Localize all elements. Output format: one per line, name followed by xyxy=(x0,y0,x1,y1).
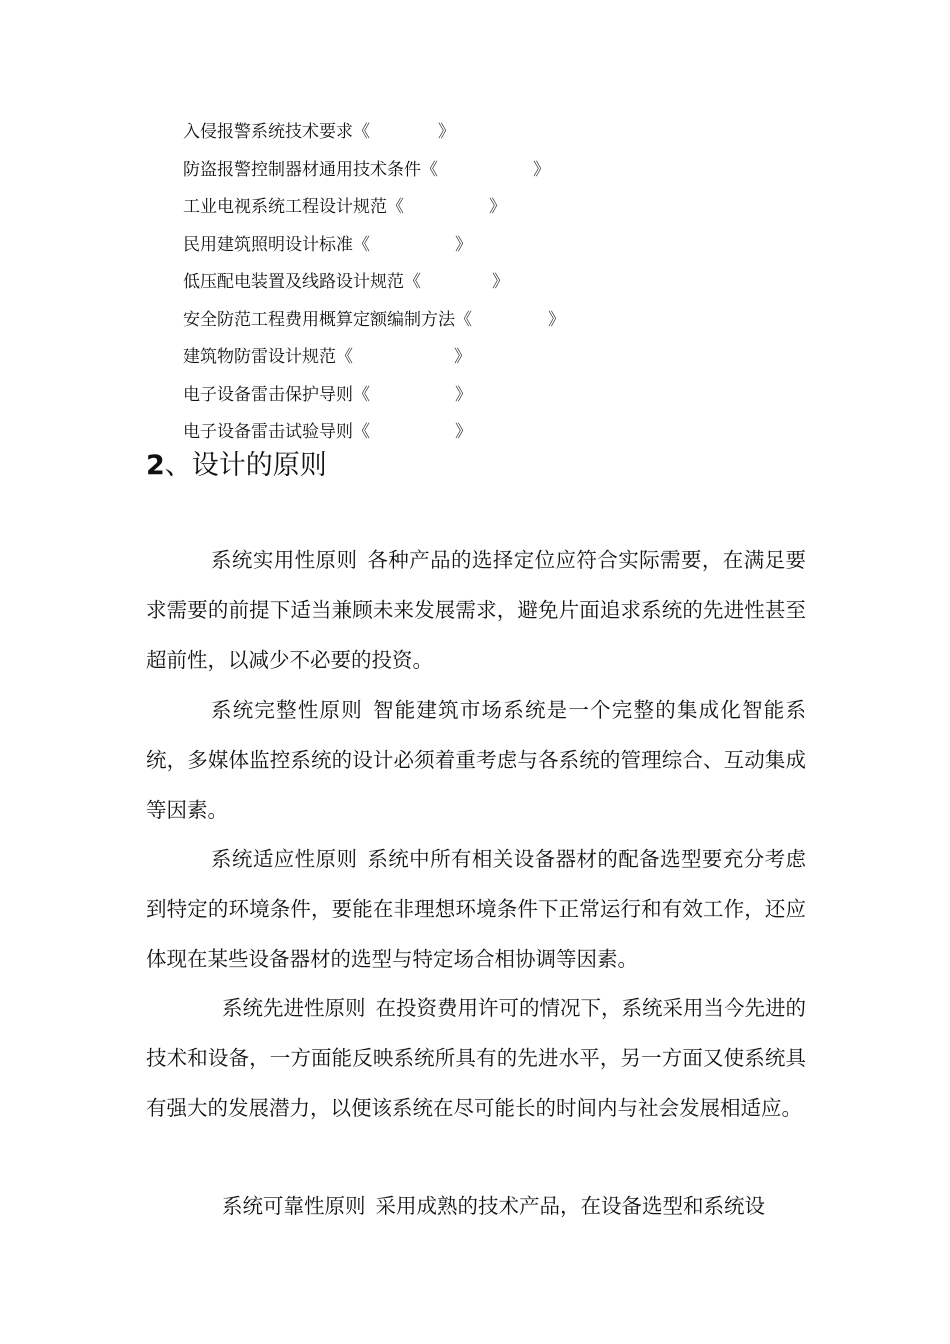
principle-title: 系统适应性原则 xyxy=(211,847,358,871)
principle-paragraph xyxy=(146,535,806,685)
standard-item: 工业电视系统工程设计规范《 》 xyxy=(183,197,506,217)
standard-item: 建筑物防雷设计规范《 》 xyxy=(183,347,471,367)
standard-item: 电子设备雷击保护导则《 》 xyxy=(183,384,472,405)
principle-title: 系统完整性原则 xyxy=(211,698,363,722)
principle-title: 系统可靠性原则 xyxy=(222,1194,366,1218)
section-title: 、设计的原则 xyxy=(164,450,327,481)
principle-text: 智能建筑市场系统是一个完整的集成化智能系统，多媒体监控系统的设计必须着重考虑与各系统的管理综合、互动集成等因素。 xyxy=(146,698,807,822)
standard-item: 低压配电装置及线路设计规范《 》 xyxy=(183,272,509,292)
section-number: 2 xyxy=(146,450,165,481)
principle-text: 采用成熟的技术产品，在设备选型和系统设 xyxy=(375,1194,765,1218)
standard-item: 民用建筑照明设计标准《 》 xyxy=(183,234,472,255)
principle-paragraph xyxy=(146,834,806,984)
principle-paragraph xyxy=(146,1181,806,1231)
principle-text: 在投资费用许可的情况下，系统采用当今先进的技术和设备，一方面能反映系统所具有的先进水平，另一方面又使系统具有强大的发展潜力，以便该系统在尽可能长的时间内与社会发展相适应。 xyxy=(146,996,806,1120)
standards-list xyxy=(183,114,565,452)
standard-item: 电子设备雷击试验导则《 》 xyxy=(183,422,472,442)
principle-paragraph xyxy=(146,983,806,1133)
standard-item: 防盗报警控制器材通用技术条件《 》 xyxy=(183,159,550,180)
standard-item: 入侵报警系统技术要求《 》 xyxy=(183,122,455,142)
principle-paragraph xyxy=(146,685,806,835)
section-heading xyxy=(146,446,327,486)
principle-title: 系统实用性原则 xyxy=(211,548,358,572)
principle-title: 系统先进性原则 xyxy=(222,996,366,1020)
principle-text: 系统中所有相关设备器材的配备选型要充分考虑到特定的环境条件，要能在非理想环境条件下正常运行和有效工作，还应体现在某些设备器材的选型与特定场合相协调等因素。 xyxy=(146,847,807,971)
principle-text: 各种产品的选择定位应符合实际需要，在满足要求需要的前提下适当兼顾未来发展需求，避免片面追求系统的先进性甚至超前性，以减少不必要的投资。 xyxy=(146,548,807,672)
standard-item: 安全防范工程费用概算定额编制方法《 》 xyxy=(183,309,565,330)
